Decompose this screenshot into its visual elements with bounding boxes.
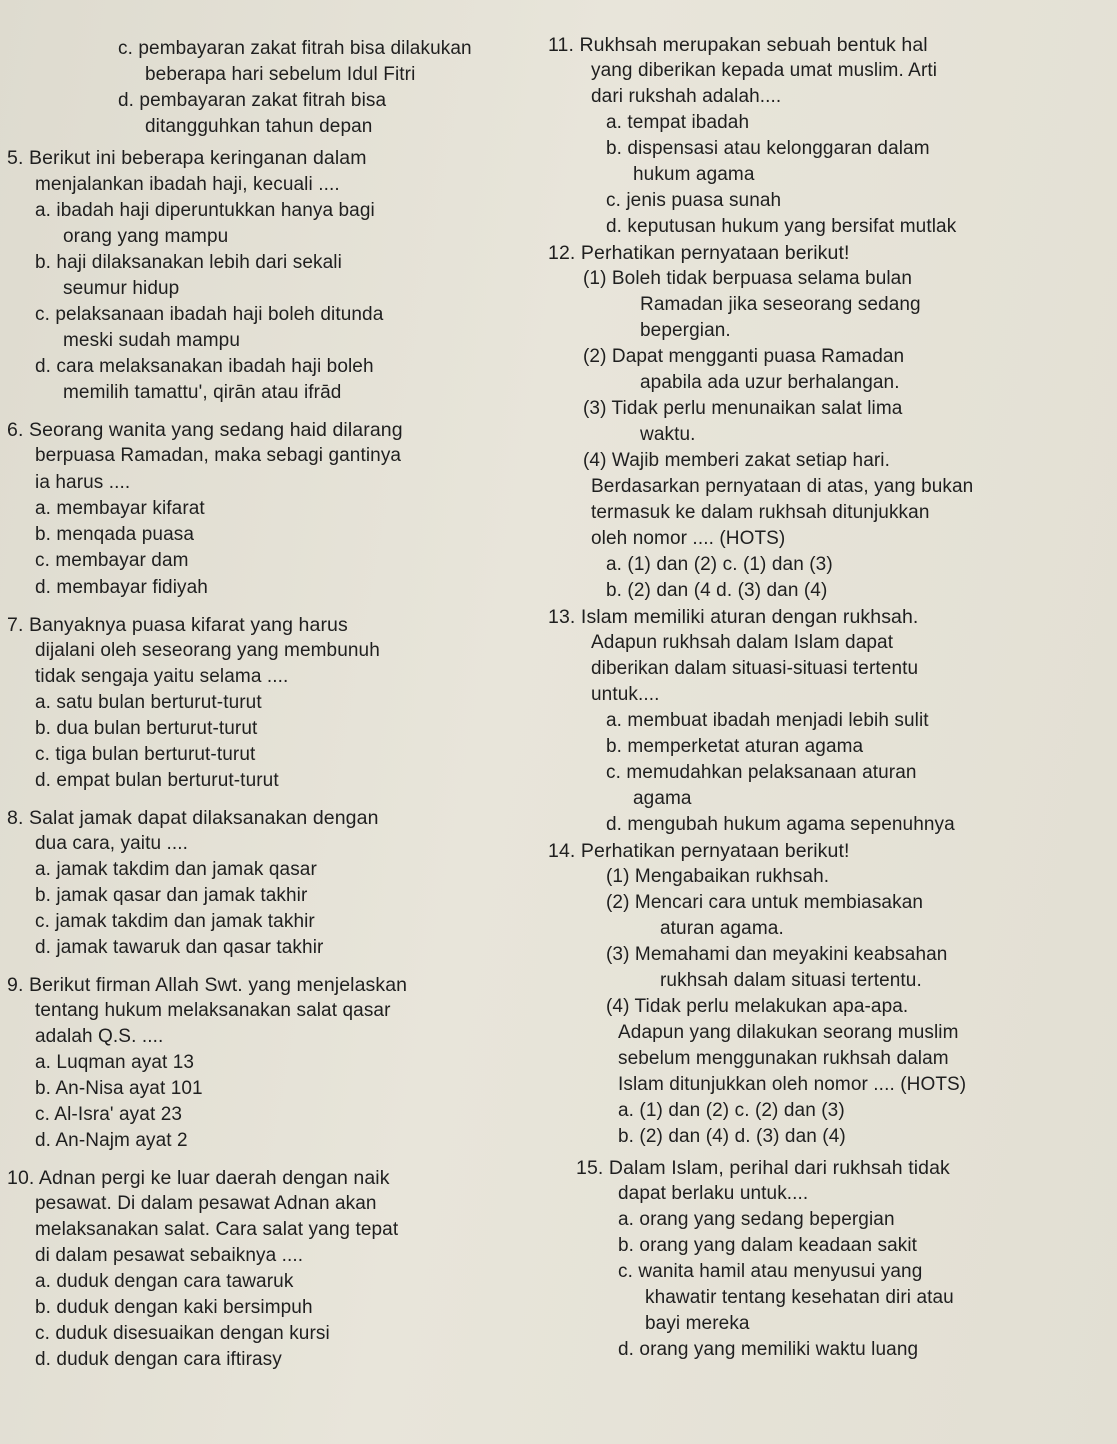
right-column-line: Adapun yang dilakukan seorang muslim — [618, 1022, 959, 1043]
left-column-line: 6. Seorang wanita yang sedang haid dilarang — [7, 419, 403, 441]
right-column-line: c. jenis puasa sunah — [606, 190, 782, 211]
left-column-line: pesawat. Di dalam pesawat Adnan akan — [35, 1193, 377, 1214]
left-column-line: berpuasa Ramadan, maka sebagi gantinya — [35, 445, 402, 466]
right-column-line: (2) Dapat mengganti puasa Ramadan — [583, 346, 905, 367]
left-column-line: d. jamak tawaruk dan qasar takhir — [35, 937, 324, 958]
left-column-line: a. satu bulan berturut-turut — [35, 692, 262, 713]
right-column-line: agama — [633, 788, 692, 809]
right-column-line: yang diberikan kepada umat muslim. Arti — [591, 60, 938, 81]
right-column-line: c. wanita hamil atau menyusui yang — [618, 1261, 923, 1282]
right-column-line: a. membuat ibadah menjadi lebih sulit — [606, 710, 929, 731]
right-column-line: oleh nomor .... (HOTS) — [591, 528, 786, 549]
right-column-line: a. orang yang sedang bepergian — [618, 1209, 895, 1230]
left-column-line: b. dua bulan berturut-turut — [35, 718, 258, 739]
right-column-line: khawatir tentang kesehatan diri atau — [645, 1287, 954, 1308]
left-column-line: 8. Salat jamak dapat dilaksanakan dengan — [7, 807, 379, 829]
right-column-line: Adapun rukhsah dalam Islam dapat — [591, 632, 894, 653]
right-column-line: sebelum menggunakan rukhsah dalam — [618, 1048, 949, 1069]
right-column-line: (2) Mencari cara untuk membiasakan — [606, 892, 924, 913]
right-column-line: a. (1) dan (2) c. (1) dan (3) — [606, 554, 833, 575]
left-column-line: menjalankan ibadah haji, kecuali .... — [35, 174, 340, 195]
left-column-line: melaksanakan salat. Cara salat yang tepat — [35, 1219, 399, 1240]
left-column-line: orang yang mampu — [63, 226, 229, 247]
left-column-line: c. duduk disesuaikan dengan kursi — [35, 1323, 330, 1344]
left-column-line: c. jamak takdim dan jamak takhir — [35, 911, 315, 932]
right-column-line: (3) Tidak perlu menunaikan salat lima — [583, 398, 903, 419]
right-column-line: b. orang yang dalam keadaan sakit — [618, 1235, 918, 1256]
left-column-line: c. membayar dam — [35, 550, 189, 571]
left-column-line: 10. Adnan pergi ke luar daerah dengan naik — [7, 1167, 390, 1189]
left-column-line: b. menqada puasa — [35, 524, 194, 545]
right-column-line: b. dispensasi atau kelonggaran dalam — [606, 138, 930, 159]
right-column-line: aturan agama. — [660, 918, 784, 939]
right-column-line: waktu. — [640, 424, 696, 445]
right-column-line: a. tempat ibadah — [606, 112, 750, 133]
right-column-line: termasuk ke dalam rukhsah ditunjukkan — [591, 502, 930, 523]
left-column-line: d. An-Najm ayat 2 — [35, 1130, 188, 1151]
right-column-line: 13. Islam memiliki aturan dengan rukhsah. — [548, 606, 919, 628]
right-column-line: bepergian. — [640, 320, 731, 341]
left-column-line: d. empat bulan berturut-turut — [35, 770, 279, 791]
right-column-line: dari rukshah adalah.... — [591, 86, 782, 107]
right-column-line: (1) Mengabaikan rukhsah. — [606, 866, 830, 887]
left-column-line: a. ibadah haji diperuntukkan hanya bagi — [35, 200, 375, 221]
left-column-line: c. tiga bulan berturut-turut — [35, 744, 256, 765]
left-column-line: ia harus .... — [35, 472, 131, 493]
right-column-line: Islam ditunjukkan oleh nomor .... (HOTS) — [618, 1074, 967, 1095]
right-column-line: 14. Perhatikan pernyataan berikut! — [548, 840, 850, 862]
right-column-line: diberikan dalam situasi-situasi tertentu — [591, 658, 919, 679]
left-column-line: d. membayar fidiyah — [35, 577, 208, 598]
left-column-line: d. cara melaksanakan ibadah haji boleh — [35, 356, 374, 377]
left-column-line: c. Al-Isra' ayat 23 — [35, 1104, 183, 1125]
left-column-line: adalah Q.S. .... — [35, 1026, 164, 1047]
left-column-line: b. jamak qasar dan jamak takhir — [35, 885, 308, 906]
left-column-line: a. jamak takdim dan jamak qasar — [35, 859, 317, 880]
left-column-line: a. membayar kifarat — [35, 498, 205, 519]
right-column-line: Berdasarkan pernyataan di atas, yang bukan — [591, 476, 974, 497]
right-column-line: d. orang yang memiliki waktu luang — [618, 1339, 919, 1360]
left-column-line: tentang hukum melaksanakan salat qasar — [35, 1000, 391, 1021]
right-column-line: apabila ada uzur berhalangan. — [640, 372, 900, 393]
right-column-line: d. keputusan hukum yang bersifat mutlak — [606, 216, 957, 237]
left-column-line: 9. Berikut firman Allah Swt. yang menjelaskan — [7, 974, 408, 996]
left-column-line: b. haji dilaksanakan lebih dari sekali — [35, 252, 342, 273]
left-column-line: ditangguhkan tahun depan — [145, 116, 373, 137]
right-column-line: rukhsah dalam situasi tertentu. — [660, 970, 922, 991]
right-column-line: b. memperketat aturan agama — [606, 736, 864, 757]
left-column-line: 7. Banyaknya puasa kifarat yang harus — [7, 614, 348, 636]
left-column-line: d. pembayaran zakat fitrah bisa — [118, 90, 387, 111]
left-column-line: tidak sengaja yaitu selama .... — [35, 666, 289, 687]
right-column-line: untuk.... — [591, 684, 660, 705]
right-column-line: Ramadan jika seseorang sedang — [640, 294, 921, 315]
right-column-line: bayi mereka — [645, 1313, 750, 1334]
right-column-line: hukum agama — [633, 164, 755, 185]
left-column-line: beberapa hari sebelum Idul Fitri — [145, 64, 416, 85]
left-column-line: 5. Berikut ini beberapa keringanan dalam — [7, 147, 367, 169]
left-column-line: meski sudah mampu — [63, 330, 240, 351]
left-column-line: b. An-Nisa ayat 101 — [35, 1078, 203, 1099]
left-column-line: dua cara, yaitu .... — [35, 833, 189, 854]
right-column-line: (1) Boleh tidak berpuasa selama bulan — [583, 268, 913, 289]
left-column-line: dijalani oleh seseorang yang membunuh — [35, 640, 380, 661]
left-column-line: c. pembayaran zakat fitrah bisa dilakukan — [118, 38, 472, 59]
left-column-line: a. Luqman ayat 13 — [35, 1052, 195, 1073]
right-column-line: b. (2) dan (4) d. (3) dan (4) — [618, 1126, 846, 1147]
right-column-line: a. (1) dan (2) c. (2) dan (3) — [618, 1100, 845, 1121]
left-column-line: b. duduk dengan kaki bersimpuh — [35, 1297, 313, 1318]
left-column-line: c. pelaksanaan ibadah haji boleh ditunda — [35, 304, 384, 325]
right-column-line: (4) Wajib memberi zakat setiap hari. — [583, 450, 890, 471]
right-column-line: 11. Rukhsah merupakan sebuah bentuk hal — [548, 34, 928, 56]
right-column-line: 15. Dalam Islam, perihal dari rukhsah tidak — [576, 1157, 950, 1179]
right-column-line: (3) Memahami dan meyakini keabsahan — [606, 944, 948, 965]
right-column-line: c. memudahkan pelaksanaan aturan — [606, 762, 917, 783]
right-column-line: 12. Perhatikan pernyataan berikut! — [548, 242, 850, 264]
left-column-line: a. duduk dengan cara tawaruk — [35, 1271, 294, 1292]
left-column-line: memilih tamattu', qirān atau ifrād — [63, 382, 342, 403]
left-column-line: di dalam pesawat sebaiknya .... — [35, 1245, 304, 1266]
right-column-line: b. (2) dan (4 d. (3) dan (4) — [606, 580, 828, 601]
left-column-line: d. duduk dengan cara iftirasy — [35, 1349, 282, 1370]
left-column-line: seumur hidup — [63, 278, 180, 299]
right-column-line: dapat berlaku untuk.... — [618, 1183, 809, 1204]
right-column-line: (4) Tidak perlu melakukan apa-apa. — [606, 996, 909, 1017]
right-column-line: d. mengubah hukum agama sepenuhnya — [606, 814, 955, 835]
